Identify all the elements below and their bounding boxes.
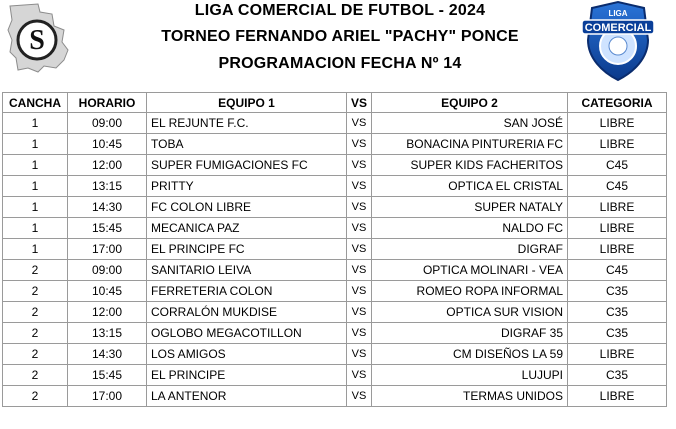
table-row — [3, 113, 667, 134]
cell-cancha: 1 — [3, 134, 68, 155]
cell-categoria: C35 — [568, 302, 667, 323]
cell-categoria: C35 — [568, 365, 667, 386]
cell-cancha: 2 — [3, 323, 68, 344]
cell-equipo2: TERMAS UNIDOS — [372, 386, 568, 407]
cell-categoria: C45 — [568, 260, 667, 281]
col-header-vs: VS — [347, 93, 372, 113]
liga-comercial-shield-icon — [578, 0, 658, 82]
cell-horario: 09:00 — [68, 260, 147, 281]
cell-equipo1: LOS AMIGOS — [147, 344, 347, 365]
cell-horario: 12:00 — [68, 155, 147, 176]
cell-equipo2: NALDO FC — [372, 218, 568, 239]
cell-equipo2: SAN JOSÉ — [372, 113, 568, 134]
cell-vs: VS — [347, 176, 372, 197]
cell-equipo1: SUPER FUMIGACIONES FC — [147, 155, 347, 176]
cell-horario: 13:15 — [68, 323, 147, 344]
cell-categoria: C45 — [568, 176, 667, 197]
cell-equipo1: EL REJUNTE F.C. — [147, 113, 347, 134]
cell-vs: VS — [347, 260, 372, 281]
cell-categoria: LIBRE — [568, 386, 667, 407]
table-row — [3, 197, 667, 218]
cell-horario: 17:00 — [68, 239, 147, 260]
cell-equipo2: DIGRAF 35 — [372, 323, 568, 344]
cell-cancha: 2 — [3, 386, 68, 407]
svg-text:LIGA: LIGA — [608, 9, 628, 18]
cell-categoria: C35 — [568, 281, 667, 302]
cell-vs: VS — [347, 344, 372, 365]
cell-categoria: C45 — [568, 155, 667, 176]
page-header — [0, 0, 676, 92]
col-header-equipo1: EQUIPO 1 — [147, 93, 347, 113]
table-row — [3, 218, 667, 239]
cell-equipo1: TOBA — [147, 134, 347, 155]
cell-equipo2: ROMEO ROPA INFORMAL — [372, 281, 568, 302]
cell-vs: VS — [347, 365, 372, 386]
title-league: LIGA COMERCIAL DE FUTBOL - 2024 — [194, 2, 486, 19]
cell-horario: 14:30 — [68, 344, 147, 365]
cell-vs: VS — [347, 239, 372, 260]
cell-categoria: C35 — [568, 323, 667, 344]
col-header-equipo2: EQUIPO 2 — [372, 93, 568, 113]
cell-equipo2: BONACINA PINTURERIA FC — [372, 134, 568, 155]
cell-vs: VS — [347, 323, 372, 344]
table-header-row — [3, 93, 667, 113]
santiago-logo-icon — [4, 2, 74, 74]
svg-text:COMERCIAL: COMERCIAL — [584, 22, 652, 34]
table-row — [3, 386, 667, 407]
cell-equipo2: OPTICA MOLINARI - VEA — [372, 260, 568, 281]
cell-categoria: LIBRE — [568, 197, 667, 218]
cell-cancha: 1 — [3, 113, 68, 134]
cell-equipo2: DIGRAF — [372, 239, 568, 260]
cell-equipo1: FERRETERIA COLON — [147, 281, 347, 302]
table-row — [3, 239, 667, 260]
col-header-categoria: CATEGORIA — [568, 93, 667, 113]
cell-equipo2: SUPER NATALY — [372, 197, 568, 218]
cell-equipo1: CORRALÓN MUKDISE — [147, 302, 347, 323]
table-row — [3, 323, 667, 344]
col-header-cancha: CANCHA — [3, 93, 68, 113]
cell-vs: VS — [347, 113, 372, 134]
svg-text:S: S — [29, 25, 45, 56]
cell-vs: VS — [347, 155, 372, 176]
cell-categoria: LIBRE — [568, 218, 667, 239]
cell-equipo2: OPTICA SUR VISION — [372, 302, 568, 323]
cell-equipo1: EL PRINCIPE FC — [147, 239, 347, 260]
cell-cancha: 2 — [3, 260, 68, 281]
cell-vs: VS — [347, 197, 372, 218]
table-row — [3, 155, 667, 176]
cell-horario: 15:45 — [68, 218, 147, 239]
cell-cancha: 2 — [3, 344, 68, 365]
cell-equipo1: SANITARIO LEIVA — [147, 260, 347, 281]
cell-equipo1: OGLOBO MEGACOTILLON — [147, 323, 347, 344]
cell-horario: 14:30 — [68, 197, 147, 218]
cell-vs: VS — [347, 218, 372, 239]
cell-horario: 15:45 — [68, 365, 147, 386]
table-row — [3, 365, 667, 386]
cell-equipo1: LA ANTENOR — [147, 386, 347, 407]
cell-categoria: LIBRE — [568, 113, 667, 134]
cell-equipo1: MECANICA PAZ — [147, 218, 347, 239]
cell-vs: VS — [347, 386, 372, 407]
cell-cancha: 2 — [3, 281, 68, 302]
fixture-table — [2, 92, 667, 407]
cell-vs: VS — [347, 281, 372, 302]
cell-equipo2: LUJUPI — [372, 365, 568, 386]
cell-equipo2: OPTICA EL CRISTAL — [372, 176, 568, 197]
cell-horario: 12:00 — [68, 302, 147, 323]
cell-horario: 10:45 — [68, 281, 147, 302]
table-row — [3, 134, 667, 155]
table-row — [3, 176, 667, 197]
table-row — [3, 302, 667, 323]
cell-cancha: 1 — [3, 218, 68, 239]
cell-cancha: 2 — [3, 302, 68, 323]
cell-equipo2: SUPER KIDS FACHERITOS — [372, 155, 568, 176]
col-header-horario: HORARIO — [68, 93, 147, 113]
cell-vs: VS — [347, 302, 372, 323]
table-row — [3, 344, 667, 365]
table-row — [3, 260, 667, 281]
cell-cancha: 1 — [3, 176, 68, 197]
cell-horario: 10:45 — [68, 134, 147, 155]
cell-cancha: 2 — [3, 365, 68, 386]
cell-categoria: LIBRE — [568, 239, 667, 260]
cell-equipo1: EL PRINCIPE — [147, 365, 347, 386]
title-schedule: PROGRAMACION FECHA Nº 14 — [218, 55, 462, 72]
cell-equipo1: PRITTY — [147, 176, 347, 197]
cell-cancha: 1 — [3, 239, 68, 260]
cell-categoria: LIBRE — [568, 344, 667, 365]
cell-cancha: 1 — [3, 155, 68, 176]
cell-equipo2: CM DISEÑOS LA 59 — [372, 344, 568, 365]
cell-horario: 09:00 — [68, 113, 147, 134]
title-tournament: TORNEO FERNANDO ARIEL "PACHY" PONCE — [161, 28, 519, 45]
cell-horario: 17:00 — [68, 386, 147, 407]
table-row — [3, 281, 667, 302]
cell-vs: VS — [347, 134, 372, 155]
cell-horario: 13:15 — [68, 176, 147, 197]
cell-cancha: 1 — [3, 197, 68, 218]
cell-equipo1: FC COLON LIBRE — [147, 197, 347, 218]
cell-categoria: LIBRE — [568, 134, 667, 155]
